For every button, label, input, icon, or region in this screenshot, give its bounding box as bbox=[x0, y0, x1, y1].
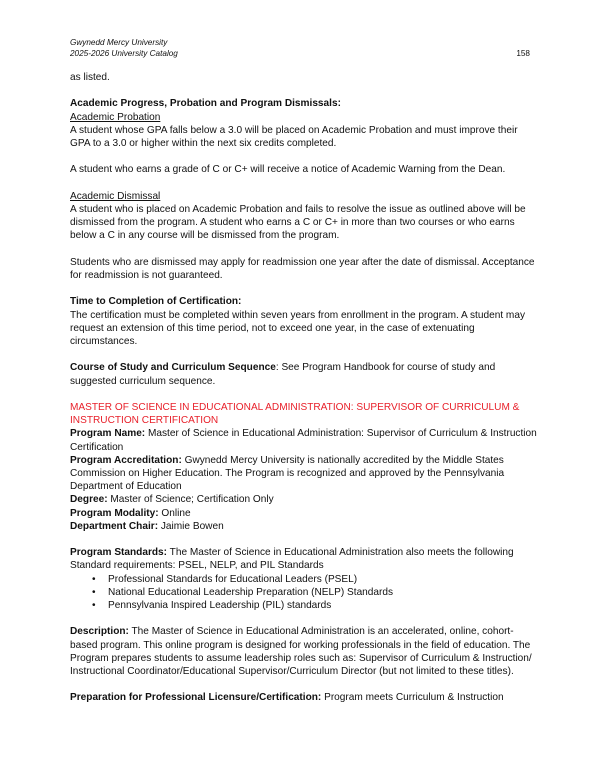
field-value: The Master of Science in Educational Administration also meets the following Standard requirements: PSEL, NELP, and PIL Standards bbox=[70, 547, 514, 572]
list-item: • National Educational Leadership Preparation (NELP) Standards bbox=[108, 586, 540, 599]
course-study-paragraph bbox=[70, 361, 540, 387]
section-heading: Academic Progress, Probation and Program Dismissals: bbox=[70, 98, 341, 110]
readmission-text: Students who are dismissed may apply for readmission one year after the date of dismissal. Acceptance for readmission is not guaranteed. bbox=[70, 256, 535, 281]
field-label: Description: bbox=[70, 626, 129, 638]
field-value: Gwynedd Mercy University is nationally accredited by the Middle States Commission on Higher Education. The Program is recognized and approved by the Pennsylvania Department of Education bbox=[70, 454, 505, 493]
program-field bbox=[70, 454, 540, 494]
subheading-dismissal: Academic Dismissal bbox=[70, 190, 161, 202]
standards-paragraph bbox=[70, 546, 540, 572]
program-field bbox=[70, 427, 540, 453]
field-value: : See Program Handbook for course of study and suggested curriculum sequence. bbox=[70, 362, 496, 387]
page-number: 158 bbox=[516, 48, 530, 58]
standards-list bbox=[70, 573, 540, 613]
field-label: Course of Study and Curriculum Sequence bbox=[70, 362, 276, 374]
field-value: Program meets Curriculum & Instruction bbox=[321, 692, 504, 704]
dismissal-text: A student who is placed on Academic Probation and fails to resolve the issue as outlined above will be dismissed from the program. A student who earns a C or C+ in more than two courses or who earns below a C in any course will be dismissed from the program. bbox=[70, 203, 526, 242]
field-label: Program Modality: bbox=[70, 507, 159, 519]
field-label: Degree: bbox=[70, 494, 108, 506]
page-header bbox=[70, 38, 178, 59]
probation-text: A student whose GPA falls below a 3.0 will be placed on Academic Probation and must improve their GPA to a 3.0 or higher within the next six credits completed. bbox=[70, 124, 518, 149]
header-catalog: 2025-2026 University Catalog bbox=[70, 48, 178, 58]
continuation-text: as listed. bbox=[70, 72, 110, 83]
field-label: Program Name: bbox=[70, 428, 146, 440]
academic-progress-section bbox=[70, 97, 540, 282]
subheading-probation: Academic Probation bbox=[70, 111, 161, 123]
program-section bbox=[70, 401, 540, 705]
page-body bbox=[70, 71, 540, 718]
completion-section bbox=[70, 295, 540, 348]
field-label: Preparation for Professional Licensure/Certification: bbox=[70, 692, 322, 704]
program-field bbox=[70, 520, 540, 533]
description-paragraph bbox=[70, 625, 540, 678]
field-value: The Master of Science in Educational Administration is an accelerated, online, cohort-based program. This online program is designed for working professionals in the field of education. The Program prepares students to assume leadership roles such as: Supervisor of Curriculum & Instruction/ Instructional Coordinator/Educational Supervisor/Curriculum Director (but not limited to these titles). bbox=[70, 626, 532, 677]
field-value: Master of Science; Certification Only bbox=[107, 494, 274, 506]
field-label: Program Accreditation: bbox=[70, 454, 182, 466]
program-title: MASTER OF SCIENCE IN EDUCATIONAL ADMINISTRATION: SUPERVISOR OF CURRICULUM & INSTRUCTION CERTIFICATION bbox=[70, 401, 520, 427]
section-heading: Time to Completion of Certification: bbox=[70, 296, 242, 308]
field-value: Master of Science in Educational Administration: Supervisor of Curriculum & Instruction Certification bbox=[70, 428, 537, 453]
header-university: Gwynedd Mercy University bbox=[70, 38, 168, 47]
warning-text: A student who earns a grade of C or C+ will receive a notice of Academic Warning from the Dean. bbox=[70, 164, 506, 176]
list-item: • Pennsylvania Inspired Leadership (PIL) standards bbox=[108, 599, 540, 612]
preparation-paragraph bbox=[70, 691, 540, 704]
field-value: Jaimie Bowen bbox=[158, 520, 224, 532]
field-label: Department Chair: bbox=[70, 520, 159, 532]
field-value: Online bbox=[158, 507, 191, 519]
completion-text: The certification must be completed within seven years from enrollment in the program. A student may request an extension of this time period, not to exceed one year, in the case of extenuating circumstances. bbox=[70, 309, 525, 347]
field-label: Program Standards: bbox=[70, 547, 168, 559]
list-item: • Professional Standards for Educational Leaders (PSEL) bbox=[108, 573, 540, 586]
program-field bbox=[70, 507, 540, 520]
program-field bbox=[70, 493, 540, 506]
